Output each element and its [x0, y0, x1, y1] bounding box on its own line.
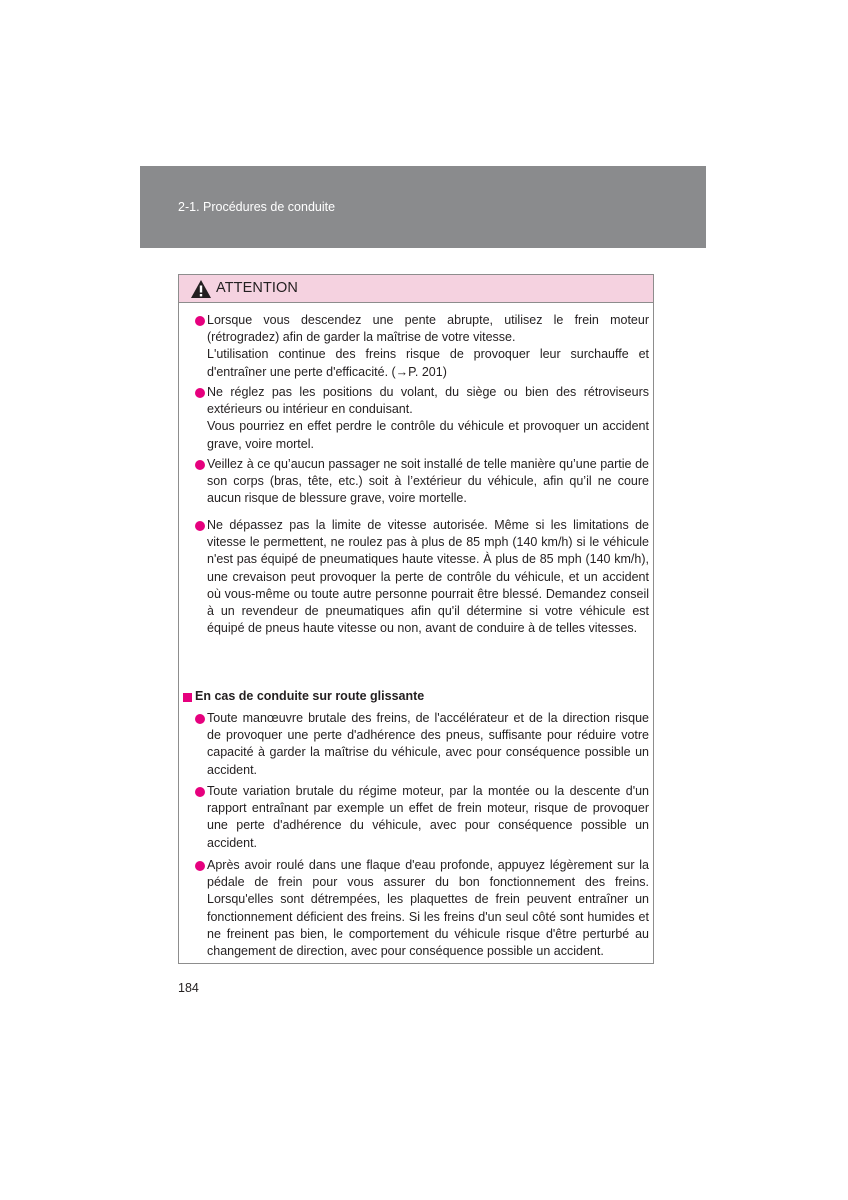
warning-paragraph: Ne dépassez pas la limite de vitesse autorisée. Même si les limitations de vitesse le permettent, ne roulez pas à plus de 85 mph (140 km/h) si le véhicule n'est pas équipé de pneumatiques haute vitesse. À plus de 85 mph (140 km/h), une crevaison peut provoquer la perte de contrôle du véhicule, et un accident où vous-même ou toute autre personne pourrait être blessé. Demandez conseil à un revendeur de pneumatiques afin qu'il détermine si votre véhicule est équipé de pneus haute vitesse ou non, avant de conduire à de telles vitesses. [207, 518, 649, 636]
chapter-header-bar [140, 166, 706, 248]
bullet-dot-icon [195, 388, 205, 398]
bullet-dot-icon [195, 714, 205, 724]
warning-paragraph: Veillez à ce qu’aucun passager ne soit installé de telle manière qu’une partie de son corps (bras, tête, etc.) soit à l’extérieur du véhicule, afin qu’il ne coure aucun risque de blessure grave, voire mortelle. [207, 457, 649, 506]
attention-title: ATTENTION [216, 280, 298, 296]
warning-item [195, 312, 649, 381]
bullet-dot-icon [195, 787, 205, 797]
chapter-title: 2-1. Procédures de conduite [178, 200, 336, 214]
bullet-dot-icon [195, 861, 205, 871]
warning-paragraph: Après avoir roulé dans une flaque d'eau profonde, appuyez légèrement sur la pédale de frein pour vous assurer du bon fonctionnement des freins. Lorsqu'elles sont détrempées, les plaquettes de frein peuvent entraîner un fonctionnement déficient des freins. Si les freins d'un seul côté sont humides et ne freinent pas bien, le comportement du véhicule risque d'être perturbé au changement de direction, avec pour conséquence possible un accident. [207, 858, 649, 959]
warning-paragraph: L'utilisation continue des freins risque de provoquer leur surchauffe et d'entraîner une perte d'efficacité. (→P. 201) [207, 347, 649, 379]
bullet-dot-icon [195, 460, 205, 470]
page-number: 184 [178, 981, 199, 995]
warning-paragraph: Vous pourriez en effet perdre le contrôle du véhicule et provoquer un accident grave, voire mortel. [207, 419, 649, 451]
warning-paragraph: Ne réglez pas les positions du volant, du siège ou bien des rétroviseurs extérieurs ou intérieur en conduisant. [207, 385, 649, 417]
warning-item [195, 710, 649, 779]
warning-item [195, 857, 649, 960]
warning-item [195, 384, 649, 453]
warning-item [195, 517, 649, 637]
warning-triangle-icon [190, 279, 212, 299]
bullet-dot-icon [195, 316, 205, 326]
section-heading-text: En cas de conduite sur route glissante [195, 689, 425, 703]
square-bullet-icon [183, 693, 192, 702]
warning-item [195, 456, 649, 508]
bullet-dot-icon [195, 521, 205, 531]
warning-paragraph: Lorsque vous descendez une pente abrupte, utilisez le frein moteur (rétrogradez) afin de garder la maîtrise de votre vitesse. [207, 313, 649, 345]
attention-header [179, 275, 653, 303]
warning-paragraph: Toute variation brutale du régime moteur, par la montée ou la descente d'un rapport entraînant par exemple un effet de frein moteur, risque de provoquer une perte d'adhérence du véhicule, avec pour conséquence possible un accident. [207, 784, 649, 850]
warning-item [195, 783, 649, 852]
attention-box [178, 274, 654, 964]
warning-paragraph: Toute manœuvre brutale des freins, de l'accélérateur et de la direction risque de provoquer une perte d'adhérence des pneus, suffisante pour réduire votre capacité à garder la maîtrise du véhicule, avec pour conséquence possible un accident. [207, 711, 649, 777]
section-heading [183, 689, 643, 707]
